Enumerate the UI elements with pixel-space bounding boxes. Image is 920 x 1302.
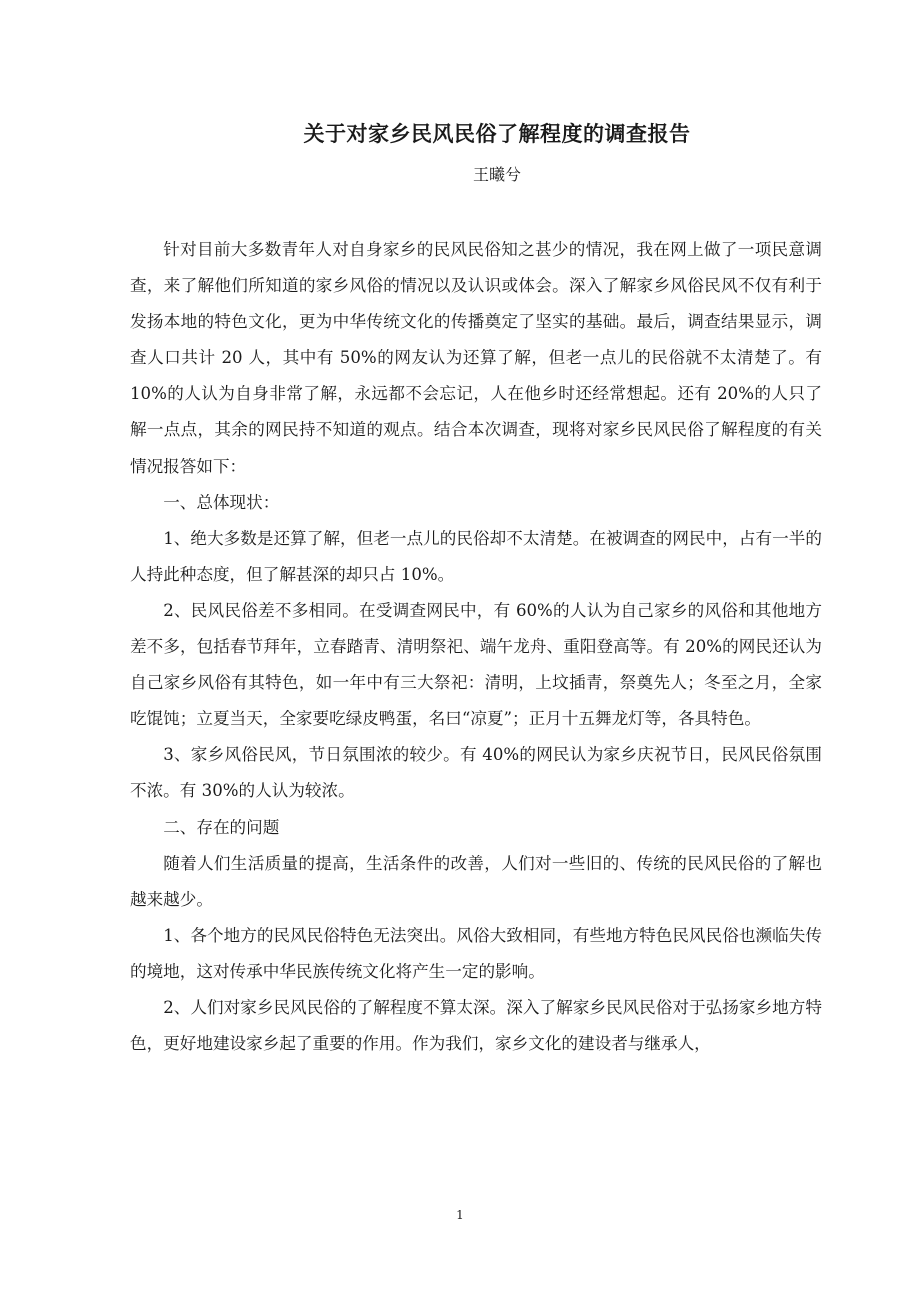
problem-item-2: 2、人们对家乡民风民俗的了解程度不算太深。深入了解家乡民风民俗对于弘扬家乡地方特色，更好地建设家乡起了重要的作用。作为我们，家乡文化的建设者与继承人， <box>130 997 822 1054</box>
intro-paragraph: 针对目前大多数青年人对自身家乡的民风民俗知之甚少的情况，我在网上做了一项民意调查，来了解他们所知道的家乡风俗的情况以及认识或体会。深入了解家乡风俗民风不仅有利于发扬本地的特色文化，更为中华传统文化的传播奠定了坚实的基础。最后，调查结果显示，调查人口共计 20 人，其中有 50%的网友认为还算了解，但老一点儿的民俗就不太清楚了。有 10%的人认为自身非常了解，永远都不会忘记，人在他乡时还经常想起。还有 20%的人只了解一点点，其余的网民持不知道的观点。结合本次调查，现将对家乡民风民俗了解程度的有关情况报答如下： <box>130 240 822 476</box>
problems-intro-paragraph: 随着人们生活质量的提高，生活条件的改善，人们对一些旧的、传统的民风民俗的了解也越来越少。 <box>130 853 822 909</box>
document-body <box>130 232 822 1062</box>
section-heading-problems: 二、存在的问题 <box>163 817 280 837</box>
document-author: 王曦兮 <box>472 165 521 184</box>
overview-item-3: 3、家乡风俗民风，节日氛围浓的较少。有 40%的网民认为家乡庆祝节日，民风民俗氛围不浓。有 30%的人认为较浓。 <box>130 745 822 801</box>
overview-item-1: 1、绝大多数是还算了解，但老一点儿的民俗却不太清楚。在被调查的网民中，占有一半的人持此种态度，但了解甚深的却只占 10%。 <box>130 528 822 584</box>
document-title: 关于对家乡民风民俗了解程度的调查报告 <box>303 122 691 146</box>
overview-item-2: 2、民风民俗差不多相同。在受调查网民中，有 60%的人认为自己家乡的风俗和其他地方差不多，包括春节拜年，立春踏青、清明祭祀、端午龙舟、重阳登高等。有 20%的网民还认为自己家乡风俗有其特色，如一年中有三大祭祀：清明，上坟插青，祭奠先人；冬至之月，全家吃馄饨；立夏当天，全家要吃绿皮鸭蛋，名曰“凉夏”；正月十五舞龙灯等，各具特色。 <box>130 600 822 729</box>
problem-item-1: 1、各个地方的民风民俗特色无法突出。风俗大致相同，有些地方特色民风民俗也濒临失传的境地，这对传承中华民族传统文化将产生一定的影响。 <box>130 925 822 981</box>
page-number: 1 <box>456 1208 464 1222</box>
section-heading-overview: 一、总体现状： <box>163 492 280 512</box>
